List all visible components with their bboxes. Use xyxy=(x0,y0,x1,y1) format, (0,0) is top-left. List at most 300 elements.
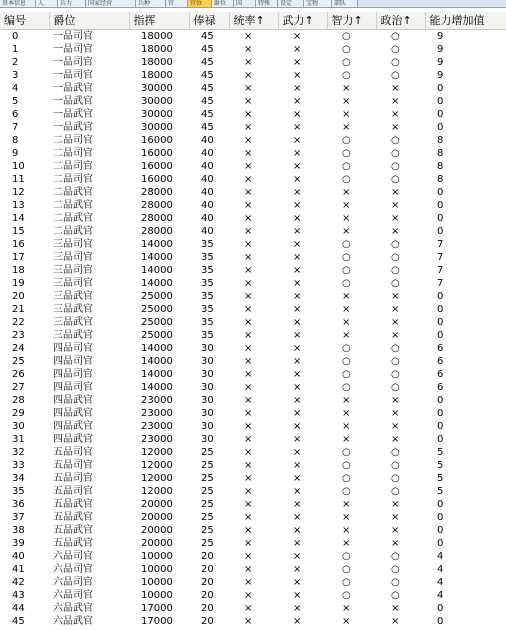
cell-command[interactable]: 14000 xyxy=(141,251,173,263)
cell-command[interactable]: 20000 xyxy=(141,537,173,549)
cell-politics[interactable]: × xyxy=(391,602,400,614)
cell-command[interactable]: 30000 xyxy=(141,121,173,133)
cell-leadership[interactable]: × xyxy=(244,30,253,42)
table-row[interactable] xyxy=(0,186,506,199)
cell-leadership[interactable]: × xyxy=(244,381,253,393)
cell-leadership[interactable]: × xyxy=(244,69,253,81)
cell-strength[interactable]: × xyxy=(293,43,302,55)
table-row[interactable] xyxy=(0,615,506,628)
cell-intelligence[interactable]: ○ xyxy=(342,30,351,42)
cell-rank[interactable]: 五品司官 xyxy=(53,485,93,497)
cell-intelligence[interactable]: × xyxy=(342,394,351,406)
tab-3[interactable]: 国家经营 xyxy=(86,0,136,7)
cell-leadership[interactable]: × xyxy=(244,56,253,68)
cell-salary[interactable]: 25 xyxy=(201,498,214,510)
cell-intelligence[interactable]: ○ xyxy=(342,147,351,159)
cell-id[interactable]: 31 xyxy=(12,433,25,445)
cell-ability-bonus[interactable]: 0 xyxy=(437,407,444,419)
cell-salary[interactable]: 25 xyxy=(201,459,214,471)
cell-leadership[interactable]: × xyxy=(244,82,253,94)
tab-7[interactable]: 爵位 xyxy=(212,0,234,7)
cell-politics[interactable]: ○ xyxy=(391,134,400,146)
cell-salary[interactable]: 20 xyxy=(201,563,214,575)
cell-command[interactable]: 18000 xyxy=(141,43,173,55)
table-row[interactable] xyxy=(0,277,506,290)
cell-leadership[interactable]: × xyxy=(244,108,253,120)
cell-salary[interactable]: 35 xyxy=(201,303,214,315)
cell-salary[interactable]: 40 xyxy=(201,173,214,185)
cell-id[interactable]: 8 xyxy=(12,134,19,146)
cell-command[interactable]: 16000 xyxy=(141,147,173,159)
cell-ability-bonus[interactable]: 6 xyxy=(437,368,444,380)
cell-command[interactable]: 25000 xyxy=(141,316,173,328)
cell-intelligence[interactable]: ○ xyxy=(342,160,351,172)
cell-command[interactable]: 30000 xyxy=(141,108,173,120)
cell-id[interactable]: 35 xyxy=(12,485,25,497)
tab-10[interactable]: 设定 xyxy=(278,0,304,7)
cell-ability-bonus[interactable]: 0 xyxy=(437,212,444,224)
cell-command[interactable]: 25000 xyxy=(141,290,173,302)
cell-id[interactable]: 38 xyxy=(12,524,25,536)
cell-ability-bonus[interactable]: 0 xyxy=(437,199,444,211)
cell-leadership[interactable]: × xyxy=(244,238,253,250)
cell-ability-bonus[interactable]: 0 xyxy=(437,537,444,549)
cell-ability-bonus[interactable]: 8 xyxy=(437,147,444,159)
cell-salary[interactable]: 45 xyxy=(201,121,214,133)
cell-salary[interactable]: 30 xyxy=(201,433,214,445)
cell-rank[interactable]: 二品司官 xyxy=(53,160,93,172)
cell-command[interactable]: 14000 xyxy=(141,342,173,354)
cell-rank[interactable]: 一品司官 xyxy=(53,56,93,68)
cell-intelligence[interactable]: ○ xyxy=(342,472,351,484)
cell-ability-bonus[interactable]: 5 xyxy=(437,472,444,484)
cell-strength[interactable]: × xyxy=(293,576,302,588)
cell-salary[interactable]: 20 xyxy=(201,615,214,627)
cell-rank[interactable]: 四品司官 xyxy=(53,368,93,380)
cell-strength[interactable]: × xyxy=(293,615,302,627)
cell-leadership[interactable]: × xyxy=(244,602,253,614)
cell-strength[interactable]: × xyxy=(293,160,302,172)
cell-politics[interactable]: × xyxy=(391,186,400,198)
cell-intelligence[interactable]: × xyxy=(342,602,351,614)
cell-salary[interactable]: 30 xyxy=(201,355,214,367)
cell-ability-bonus[interactable]: 0 xyxy=(437,316,444,328)
table-row[interactable] xyxy=(0,602,506,615)
cell-ability-bonus[interactable]: 5 xyxy=(437,459,444,471)
cell-politics[interactable]: × xyxy=(391,433,400,445)
cell-politics[interactable]: × xyxy=(391,212,400,224)
table-row[interactable] xyxy=(0,82,506,95)
cell-leadership[interactable]: × xyxy=(244,186,253,198)
cell-strength[interactable]: × xyxy=(293,121,302,133)
cell-ability-bonus[interactable]: 4 xyxy=(437,576,444,588)
cell-salary[interactable]: 45 xyxy=(201,108,214,120)
cell-salary[interactable]: 40 xyxy=(201,147,214,159)
cell-strength[interactable]: × xyxy=(293,550,302,562)
cell-ability-bonus[interactable]: 0 xyxy=(437,121,444,133)
cell-salary[interactable]: 45 xyxy=(201,69,214,81)
cell-intelligence[interactable]: ○ xyxy=(342,342,351,354)
cell-command[interactable]: 16000 xyxy=(141,160,173,172)
cell-command[interactable]: 28000 xyxy=(141,212,173,224)
cell-id[interactable]: 27 xyxy=(12,381,25,393)
cell-intelligence[interactable]: × xyxy=(342,225,351,237)
cell-ability-bonus[interactable]: 0 xyxy=(437,498,444,510)
table-row[interactable] xyxy=(0,589,506,602)
cell-leadership[interactable]: × xyxy=(244,446,253,458)
tab-5[interactable]: 官 xyxy=(166,0,188,7)
cell-intelligence[interactable]: ○ xyxy=(342,264,351,276)
cell-intelligence[interactable]: × xyxy=(342,290,351,302)
cell-ability-bonus[interactable]: 0 xyxy=(437,329,444,341)
cell-ability-bonus[interactable]: 4 xyxy=(437,550,444,562)
cell-rank[interactable]: 四品司官 xyxy=(53,355,93,367)
cell-politics[interactable]: ○ xyxy=(391,264,400,276)
table-row[interactable] xyxy=(0,43,506,56)
cell-id[interactable]: 45 xyxy=(12,615,25,627)
cell-leadership[interactable]: × xyxy=(244,459,253,471)
cell-id[interactable]: 29 xyxy=(12,407,25,419)
cell-ability-bonus[interactable]: 7 xyxy=(437,251,444,263)
cell-leadership[interactable]: × xyxy=(244,251,253,263)
cell-command[interactable]: 20000 xyxy=(141,524,173,536)
cell-rank[interactable]: 一品武官 xyxy=(53,95,93,107)
cell-politics[interactable]: ○ xyxy=(391,342,400,354)
cell-intelligence[interactable]: × xyxy=(342,537,351,549)
cell-leadership[interactable]: × xyxy=(244,485,253,497)
table-row[interactable] xyxy=(0,498,506,511)
cell-intelligence[interactable]: ○ xyxy=(342,251,351,263)
cell-rank[interactable]: 五品武官 xyxy=(53,537,93,549)
cell-intelligence[interactable]: ○ xyxy=(342,173,351,185)
cell-leadership[interactable]: × xyxy=(244,563,253,575)
cell-strength[interactable]: × xyxy=(293,355,302,367)
cell-ability-bonus[interactable]: 6 xyxy=(437,355,444,367)
cell-leadership[interactable]: × xyxy=(244,615,253,627)
table-row[interactable] xyxy=(0,303,506,316)
cell-strength[interactable]: × xyxy=(293,82,302,94)
cell-salary[interactable]: 40 xyxy=(201,212,214,224)
cell-strength[interactable]: × xyxy=(293,459,302,471)
table-row[interactable] xyxy=(0,433,506,446)
cell-politics[interactable]: ○ xyxy=(391,485,400,497)
cell-command[interactable]: 20000 xyxy=(141,511,173,523)
cell-rank[interactable]: 二品武官 xyxy=(53,186,93,198)
cell-salary[interactable]: 45 xyxy=(201,30,214,42)
cell-id[interactable]: 24 xyxy=(12,342,25,354)
cell-command[interactable]: 28000 xyxy=(141,186,173,198)
cell-politics[interactable]: × xyxy=(391,537,400,549)
cell-salary[interactable]: 35 xyxy=(201,264,214,276)
cell-strength[interactable]: × xyxy=(293,563,302,575)
cell-rank[interactable]: 三品武官 xyxy=(53,303,93,315)
cell-ability-bonus[interactable]: 9 xyxy=(437,43,444,55)
cell-id[interactable]: 7 xyxy=(12,121,19,133)
cell-intelligence[interactable]: × xyxy=(342,329,351,341)
cell-strength[interactable]: × xyxy=(293,225,302,237)
cell-politics[interactable]: × xyxy=(391,316,400,328)
table-row[interactable] xyxy=(0,225,506,238)
tab-6[interactable]: 官位 xyxy=(188,0,212,7)
cell-salary[interactable]: 40 xyxy=(201,134,214,146)
cell-rank[interactable]: 二品武官 xyxy=(53,225,93,237)
cell-rank[interactable]: 三品武官 xyxy=(53,290,93,302)
cell-id[interactable]: 40 xyxy=(12,550,25,562)
cell-leadership[interactable]: × xyxy=(244,433,253,445)
cell-rank[interactable]: 五品武官 xyxy=(53,498,93,510)
cell-leadership[interactable]: × xyxy=(244,407,253,419)
cell-leadership[interactable]: × xyxy=(244,121,253,133)
table-row[interactable] xyxy=(0,537,506,550)
table-row[interactable] xyxy=(0,56,506,69)
cell-strength[interactable]: × xyxy=(293,368,302,380)
cell-ability-bonus[interactable]: 0 xyxy=(437,186,444,198)
cell-intelligence[interactable]: ○ xyxy=(342,368,351,380)
cell-ability-bonus[interactable]: 0 xyxy=(437,420,444,432)
cell-politics[interactable]: ○ xyxy=(391,589,400,601)
table-row[interactable] xyxy=(0,290,506,303)
tab-2[interactable]: 兵力 xyxy=(58,0,86,7)
cell-leadership[interactable]: × xyxy=(244,147,253,159)
cell-id[interactable]: 18 xyxy=(12,264,25,276)
table-row[interactable] xyxy=(0,316,506,329)
col-header-rank[interactable]: 爵位 xyxy=(49,12,129,29)
cell-strength[interactable]: × xyxy=(293,173,302,185)
cell-rank[interactable]: 四品武官 xyxy=(53,407,93,419)
col-header-id[interactable]: 编号 xyxy=(0,12,49,29)
cell-id[interactable]: 11 xyxy=(12,173,25,185)
cell-command[interactable]: 28000 xyxy=(141,225,173,237)
cell-intelligence[interactable]: × xyxy=(342,108,351,120)
cell-strength[interactable]: × xyxy=(293,69,302,81)
cell-command[interactable]: 18000 xyxy=(141,30,173,42)
cell-intelligence[interactable]: ○ xyxy=(342,459,351,471)
cell-ability-bonus[interactable]: 0 xyxy=(437,602,444,614)
cell-ability-bonus[interactable]: 0 xyxy=(437,82,444,94)
cell-id[interactable]: 25 xyxy=(12,355,25,367)
cell-salary[interactable]: 35 xyxy=(201,238,214,250)
cell-id[interactable]: 30 xyxy=(12,420,25,432)
cell-id[interactable]: 12 xyxy=(12,186,25,198)
cell-strength[interactable]: × xyxy=(293,329,302,341)
cell-rank[interactable]: 一品司官 xyxy=(53,43,93,55)
table-row[interactable] xyxy=(0,69,506,82)
cell-politics[interactable]: × xyxy=(391,524,400,536)
cell-strength[interactable]: × xyxy=(293,303,302,315)
cell-strength[interactable]: × xyxy=(293,342,302,354)
cell-politics[interactable]: ○ xyxy=(391,472,400,484)
table-row[interactable] xyxy=(0,550,506,563)
cell-id[interactable]: 2 xyxy=(12,56,19,68)
cell-strength[interactable]: × xyxy=(293,147,302,159)
cell-ability-bonus[interactable]: 8 xyxy=(437,160,444,172)
cell-strength[interactable]: × xyxy=(293,251,302,263)
cell-ability-bonus[interactable]: 0 xyxy=(437,511,444,523)
cell-command[interactable]: 16000 xyxy=(141,173,173,185)
cell-rank[interactable]: 六品司官 xyxy=(53,550,93,562)
cell-politics[interactable]: ○ xyxy=(391,368,400,380)
cell-salary[interactable]: 30 xyxy=(201,381,214,393)
cell-strength[interactable]: × xyxy=(293,95,302,107)
col-header-leadership[interactable]: 统率↑ xyxy=(229,12,278,29)
cell-salary[interactable]: 40 xyxy=(201,225,214,237)
table-row[interactable] xyxy=(0,199,506,212)
cell-rank[interactable]: 三品司官 xyxy=(53,264,93,276)
cell-rank[interactable]: 三品司官 xyxy=(53,251,93,263)
cell-command[interactable]: 28000 xyxy=(141,199,173,211)
cell-ability-bonus[interactable]: 0 xyxy=(437,524,444,536)
table-row[interactable] xyxy=(0,485,506,498)
cell-id[interactable]: 1 xyxy=(12,43,19,55)
cell-strength[interactable]: × xyxy=(293,316,302,328)
cell-strength[interactable]: × xyxy=(293,134,302,146)
cell-salary[interactable]: 40 xyxy=(201,199,214,211)
cell-leadership[interactable]: × xyxy=(244,472,253,484)
cell-politics[interactable]: ○ xyxy=(391,277,400,289)
cell-ability-bonus[interactable]: 7 xyxy=(437,277,444,289)
cell-salary[interactable]: 30 xyxy=(201,420,214,432)
cell-leadership[interactable]: × xyxy=(244,368,253,380)
cell-leadership[interactable]: × xyxy=(244,511,253,523)
cell-ability-bonus[interactable]: 9 xyxy=(437,56,444,68)
table-row[interactable] xyxy=(0,264,506,277)
cell-intelligence[interactable]: × xyxy=(342,82,351,94)
cell-id[interactable]: 41 xyxy=(12,563,25,575)
cell-rank[interactable]: 二品武官 xyxy=(53,212,93,224)
cell-id[interactable]: 15 xyxy=(12,225,25,237)
cell-strength[interactable]: × xyxy=(293,56,302,68)
cell-ability-bonus[interactable]: 8 xyxy=(437,173,444,185)
cell-command[interactable]: 30000 xyxy=(141,95,173,107)
cell-leadership[interactable]: × xyxy=(244,173,253,185)
table-row[interactable] xyxy=(0,394,506,407)
cell-intelligence[interactable]: × xyxy=(342,95,351,107)
cell-leadership[interactable]: × xyxy=(244,589,253,601)
cell-politics[interactable]: × xyxy=(391,498,400,510)
cell-id[interactable]: 26 xyxy=(12,368,25,380)
cell-command[interactable]: 18000 xyxy=(141,69,173,81)
cell-salary[interactable]: 20 xyxy=(201,602,214,614)
cell-command[interactable]: 14000 xyxy=(141,238,173,250)
cell-politics[interactable]: × xyxy=(391,95,400,107)
cell-command[interactable]: 18000 xyxy=(141,56,173,68)
table-row[interactable] xyxy=(0,121,506,134)
cell-strength[interactable]: × xyxy=(293,433,302,445)
cell-salary[interactable]: 40 xyxy=(201,160,214,172)
cell-id[interactable]: 14 xyxy=(12,212,25,224)
table-row[interactable] xyxy=(0,160,506,173)
cell-ability-bonus[interactable]: 0 xyxy=(437,615,444,627)
cell-strength[interactable]: × xyxy=(293,199,302,211)
cell-salary[interactable]: 30 xyxy=(201,342,214,354)
cell-id[interactable]: 0 xyxy=(12,30,19,42)
cell-leadership[interactable]: × xyxy=(244,212,253,224)
cell-intelligence[interactable]: ○ xyxy=(342,56,351,68)
cell-salary[interactable]: 25 xyxy=(201,485,214,497)
cell-strength[interactable]: × xyxy=(293,264,302,276)
table-row[interactable] xyxy=(0,95,506,108)
cell-ability-bonus[interactable]: 5 xyxy=(437,485,444,497)
cell-command[interactable]: 23000 xyxy=(141,407,173,419)
cell-command[interactable]: 23000 xyxy=(141,420,173,432)
cell-leadership[interactable]: × xyxy=(244,303,253,315)
cell-leadership[interactable]: × xyxy=(244,329,253,341)
cell-intelligence[interactable]: × xyxy=(342,407,351,419)
cell-leadership[interactable]: × xyxy=(244,550,253,562)
cell-ability-bonus[interactable]: 4 xyxy=(437,589,444,601)
table-row[interactable] xyxy=(0,472,506,485)
cell-politics[interactable]: ○ xyxy=(391,43,400,55)
cell-leadership[interactable]: × xyxy=(244,277,253,289)
table-row[interactable] xyxy=(0,147,506,160)
cell-intelligence[interactable]: ○ xyxy=(342,355,351,367)
cell-ability-bonus[interactable]: 5 xyxy=(437,446,444,458)
cell-salary[interactable]: 35 xyxy=(201,290,214,302)
cell-id[interactable]: 43 xyxy=(12,589,25,601)
cell-command[interactable]: 12000 xyxy=(141,485,173,497)
cell-rank[interactable]: 一品武官 xyxy=(53,121,93,133)
table-row[interactable] xyxy=(0,459,506,472)
cell-id[interactable]: 36 xyxy=(12,498,25,510)
cell-strength[interactable]: × xyxy=(293,524,302,536)
cell-intelligence[interactable]: × xyxy=(342,121,351,133)
col-header-strength[interactable]: 武力↑ xyxy=(278,12,327,29)
cell-leadership[interactable]: × xyxy=(244,199,253,211)
cell-salary[interactable]: 30 xyxy=(201,407,214,419)
cell-salary[interactable]: 25 xyxy=(201,537,214,549)
cell-intelligence[interactable]: × xyxy=(342,420,351,432)
cell-intelligence[interactable]: ○ xyxy=(342,563,351,575)
cell-leadership[interactable]: × xyxy=(244,420,253,432)
cell-strength[interactable]: × xyxy=(293,238,302,250)
cell-ability-bonus[interactable]: 0 xyxy=(437,108,444,120)
cell-id[interactable]: 16 xyxy=(12,238,25,250)
cell-command[interactable]: 12000 xyxy=(141,446,173,458)
cell-leadership[interactable]: × xyxy=(244,134,253,146)
table-row[interactable] xyxy=(0,212,506,225)
table-row[interactable] xyxy=(0,368,506,381)
cell-rank[interactable]: 五品武官 xyxy=(53,511,93,523)
cell-id[interactable]: 37 xyxy=(12,511,25,523)
cell-id[interactable]: 19 xyxy=(12,277,25,289)
cell-ability-bonus[interactable]: 0 xyxy=(437,303,444,315)
cell-strength[interactable]: × xyxy=(293,407,302,419)
table-row[interactable] xyxy=(0,446,506,459)
col-header-salary[interactable]: 俸禄 xyxy=(189,12,229,29)
cell-salary[interactable]: 20 xyxy=(201,589,214,601)
cell-salary[interactable]: 25 xyxy=(201,446,214,458)
cell-id[interactable]: 28 xyxy=(12,394,25,406)
cell-rank[interactable]: 四品司官 xyxy=(53,381,93,393)
cell-command[interactable]: 10000 xyxy=(141,563,173,575)
cell-politics[interactable]: × xyxy=(391,121,400,133)
cell-salary[interactable]: 35 xyxy=(201,251,214,263)
cell-politics[interactable]: ○ xyxy=(391,251,400,263)
cell-politics[interactable]: ○ xyxy=(391,550,400,562)
cell-rank[interactable]: 三品武官 xyxy=(53,316,93,328)
table-row[interactable] xyxy=(0,524,506,537)
table-row[interactable] xyxy=(0,29,506,43)
cell-intelligence[interactable]: × xyxy=(342,212,351,224)
cell-id[interactable]: 32 xyxy=(12,446,25,458)
cell-salary[interactable]: 45 xyxy=(201,82,214,94)
cell-rank[interactable]: 二品武官 xyxy=(53,199,93,211)
cell-rank[interactable]: 六品武官 xyxy=(53,615,93,627)
col-header-ability-bonus[interactable]: 能力增加值 xyxy=(425,12,506,29)
cell-rank[interactable]: 六品司官 xyxy=(53,576,93,588)
cell-politics[interactable]: × xyxy=(391,290,400,302)
cell-politics[interactable]: × xyxy=(391,108,400,120)
